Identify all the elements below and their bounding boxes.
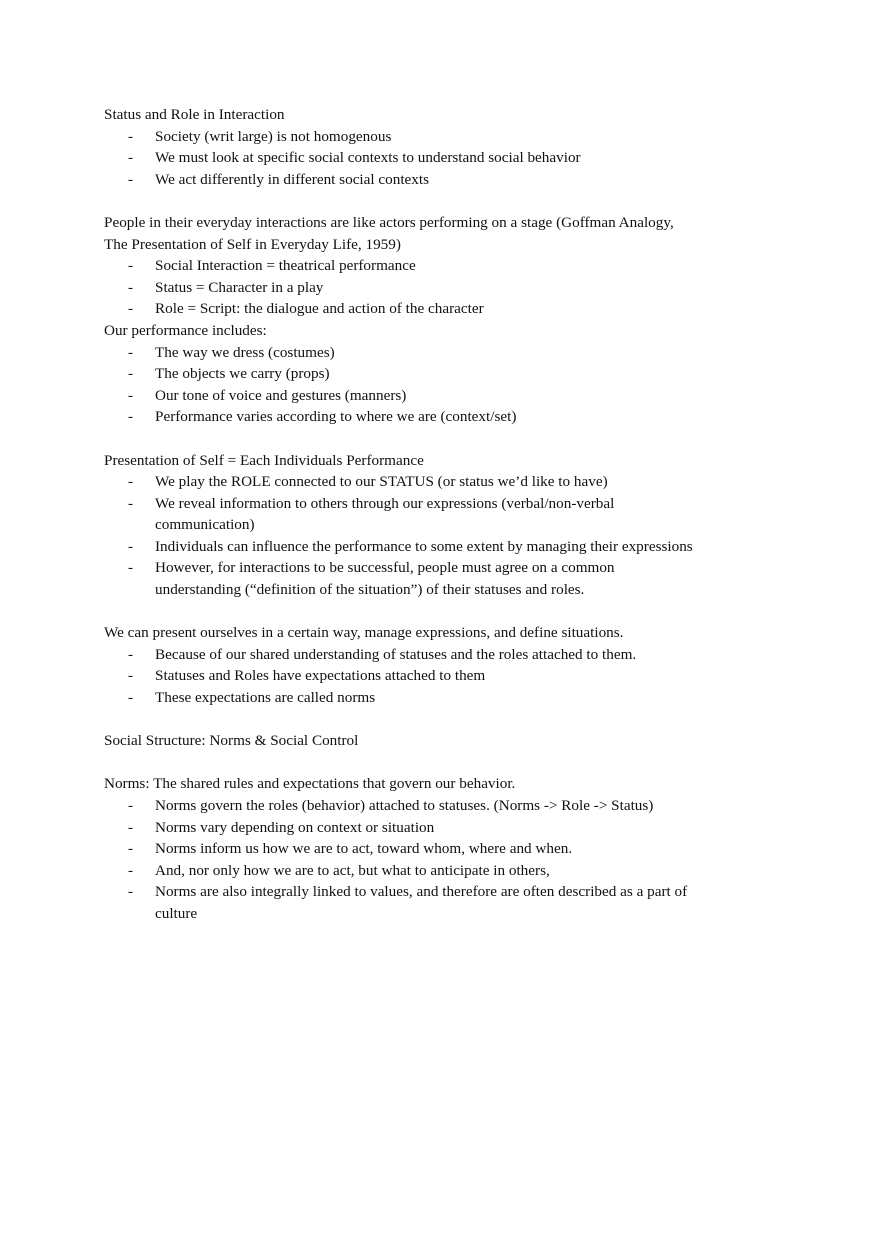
list-item (104, 493, 744, 536)
bullet-dash: - (128, 818, 134, 836)
list-item (104, 860, 744, 882)
list-item-text: The objects we carry (props) (155, 365, 330, 383)
paragraph-gap (104, 709, 744, 731)
bullet-dash: - (128, 149, 134, 167)
bullet-dash: - (128, 645, 134, 663)
list-item-text: Statuses and Roles have expectations attached to them (155, 667, 486, 685)
bullet-dash: - (128, 494, 134, 512)
list-item-text: The way we dress (costumes) (155, 343, 335, 361)
paragraph-gap (104, 428, 744, 450)
list-item (104, 363, 744, 385)
list-item-text: Norms inform us how we are to act, toward whom, where and when. (155, 840, 573, 858)
list-item-text: Individuals can influence the performance to some extent by managing their expressions (155, 537, 693, 555)
list-item-text: Norms govern the roles (behavior) attached to statuses. (Norms -> Role -> Status) (155, 797, 654, 814)
section-heading: We can present ourselves in a certain way, manage expressions, and define situations. (104, 624, 624, 642)
bullet-dash: - (128, 667, 134, 685)
bullet-list (104, 255, 744, 320)
list-item-text: Norms are also integrally linked to values, and therefore are often described as a part of culture (155, 883, 688, 922)
bullet-dash: - (128, 883, 134, 901)
list-item-text: Because of our shared understanding of statuses and the roles attached to them. (155, 645, 637, 663)
list-item-text: These expectations are called norms (155, 689, 376, 707)
paragraph-gap (104, 752, 744, 774)
document-body (104, 104, 744, 925)
section-heading: Presentation of Self = Each Individuals Performance (104, 451, 424, 469)
bullet-dash: - (128, 278, 134, 296)
list-item (104, 687, 744, 709)
list-item (104, 169, 744, 191)
bullet-list (104, 795, 744, 925)
list-item (104, 298, 744, 320)
subheading: Our performance includes: (104, 321, 267, 339)
section-heading: Status and Role in Interaction (104, 106, 285, 123)
section-heading: Norms: The shared rules and expectations that govern our behavior. (104, 775, 516, 793)
list-item-text: Status = Character in a play (155, 278, 324, 296)
list-item (104, 665, 744, 687)
list-item-text: Role = Script: the dialogue and action of the character (155, 300, 484, 318)
section-heading: People in their everyday interactions are like actors performing on a stage (Goffman Analogy, (104, 213, 674, 231)
section-present-ourselves (104, 622, 744, 708)
bullet-dash: - (128, 797, 134, 814)
list-item-text: Social Interaction = theatrical performance (155, 257, 416, 275)
list-item-text: We play the ROLE connected to our STATUS (or status we’d like to have) (155, 473, 608, 491)
paragraph-gap (104, 190, 744, 212)
paragraph-gap (104, 601, 744, 623)
bullet-dash: - (128, 689, 134, 707)
section-social-structure (104, 730, 744, 752)
bullet-list (104, 644, 744, 709)
list-item-text: We reveal information to others through our expressions (verbal/non-verbal communication) (155, 494, 615, 534)
bullet-dash: - (128, 840, 134, 858)
list-item-text: Society (writ large) is not homogenous (155, 127, 392, 145)
list-item-text: We must look at specific social contexts to understand social behavior (155, 149, 581, 167)
list-item (104, 471, 744, 493)
list-item-text: Our tone of voice and gestures (manners) (155, 386, 407, 404)
list-item (104, 385, 744, 407)
bullet-dash: - (128, 170, 134, 188)
bullet-dash: - (128, 861, 134, 879)
list-item (104, 255, 744, 277)
bullet-dash: - (128, 127, 134, 145)
bullet-dash: - (128, 559, 134, 577)
list-item (104, 342, 744, 364)
bullet-list (104, 126, 744, 191)
section-norms (104, 773, 744, 924)
bullet-dash: - (128, 257, 134, 275)
list-item (104, 126, 744, 148)
bullet-dash: - (128, 365, 134, 383)
section-heading-continued: The Presentation of Self in Everyday Life, 1959) (104, 235, 401, 253)
list-item-text: And, nor only how we are to act, but what to anticipate in others, (155, 861, 550, 879)
list-item (104, 147, 744, 169)
section-presentation-of-self (104, 450, 744, 601)
list-item (104, 817, 744, 839)
section-heading: Social Structure: Norms & Social Control (104, 732, 359, 750)
bullet-dash: - (128, 408, 134, 426)
bullet-dash: - (128, 473, 134, 491)
list-item (104, 557, 744, 600)
list-item-text: Norms vary depending on context or situation (155, 818, 435, 836)
bullet-list (104, 342, 744, 428)
bullet-list (104, 471, 744, 601)
list-item-text: We act differently in different social contexts (155, 170, 430, 188)
list-item (104, 881, 744, 924)
bullet-dash: - (128, 300, 134, 318)
list-item (104, 795, 744, 817)
list-item-text: However, for interactions to be successful, people must agree on a common understanding (“definition of the situation”) of their statuses and roles. (155, 559, 615, 599)
bullet-dash: - (128, 386, 134, 404)
section-goffman-analogy (104, 212, 744, 428)
list-item (104, 644, 744, 666)
bullet-dash: - (128, 343, 134, 361)
bullet-dash: - (128, 537, 134, 555)
section-status-role (104, 104, 744, 190)
list-item (104, 838, 744, 860)
list-item (104, 536, 744, 558)
list-item-text: Performance varies according to where we are (context/set) (155, 408, 517, 426)
list-item (104, 406, 744, 428)
list-item (104, 277, 744, 299)
